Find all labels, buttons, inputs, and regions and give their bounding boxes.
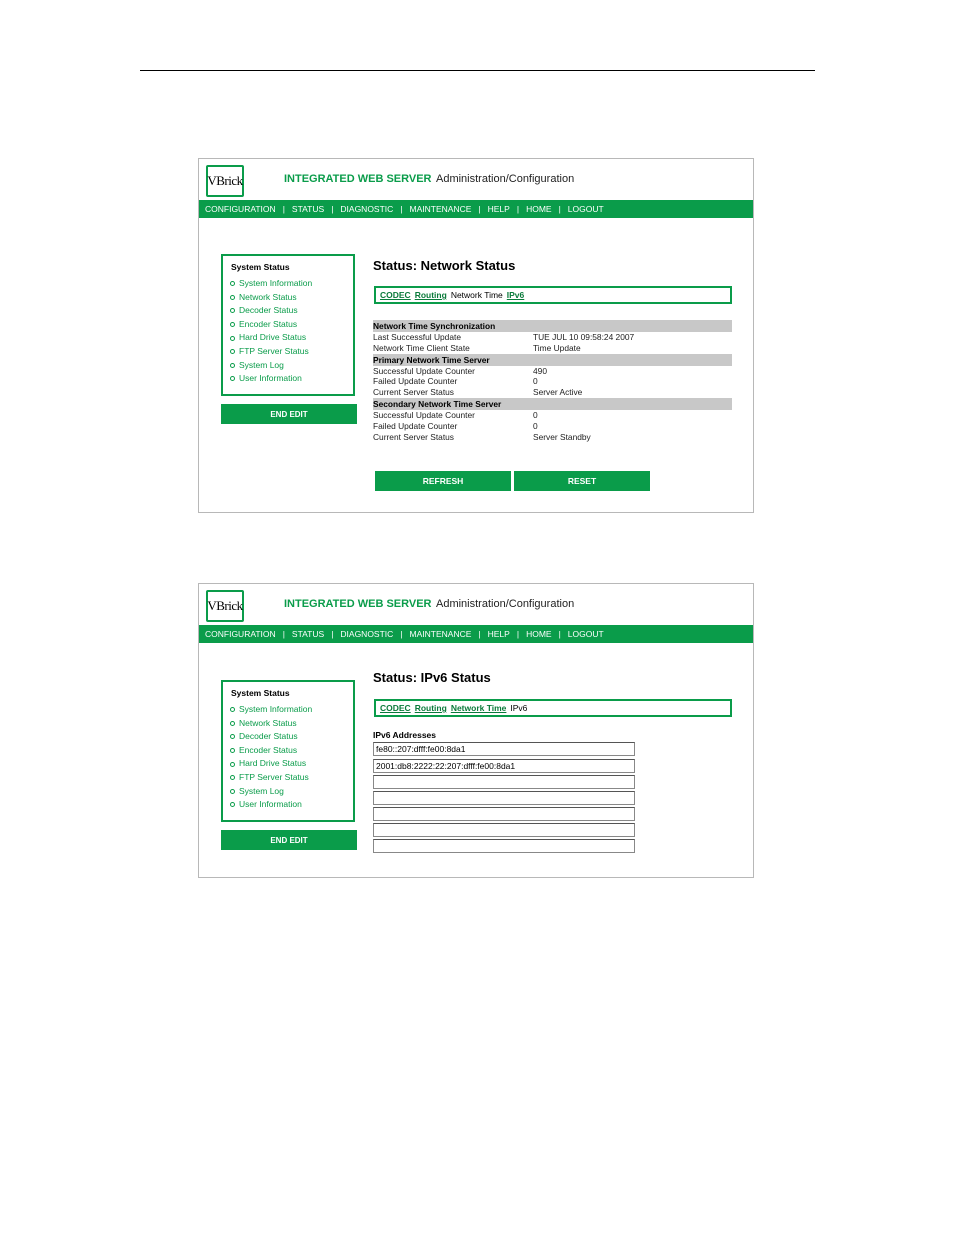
status-tabs (374, 286, 732, 304)
bullet-icon (230, 376, 235, 381)
ipv6-address-field[interactable] (373, 775, 635, 789)
sidebar-item-decoder-status[interactable]: Decoder Status (230, 730, 353, 744)
nav-logout[interactable]: LOGOUT (567, 629, 604, 639)
app-subtitle: Administration/Configuration (436, 598, 575, 610)
bullet-icon (230, 322, 235, 327)
bullet-icon (230, 721, 235, 726)
bullet-icon (230, 775, 235, 780)
refresh-button[interactable]: REFRESH (375, 471, 511, 491)
nav-configuration[interactable]: CONFIGURATION (205, 204, 276, 214)
page-title: Status: IPv6 Status (373, 670, 491, 685)
sidebar-item-user-information[interactable]: User Information (230, 372, 353, 386)
table-row: Successful Update Counter 490 (373, 365, 547, 376)
nav-status[interactable]: STATUS (291, 204, 325, 214)
ipv6-address-field[interactable] (373, 823, 635, 837)
end-edit-button[interactable]: END EDIT (221, 404, 357, 424)
tab-codec[interactable]: CODEC (380, 703, 411, 713)
bullet-icon (230, 281, 235, 286)
nav-maintenance[interactable]: MAINTENANCE (409, 629, 472, 639)
bullet-icon (230, 734, 235, 739)
tab-network-time: Network Time (450, 290, 503, 300)
section-heading: Primary Network Time Server (373, 354, 732, 366)
sidebar-item-encoder-status[interactable]: Encoder Status (230, 744, 353, 758)
app-title: INTEGRATED WEB SERVER (284, 598, 432, 610)
nav-separator: | (478, 204, 481, 214)
nav-separator: | (331, 204, 334, 214)
nav-home[interactable]: HOME (526, 629, 552, 639)
system-status-sidebar (221, 680, 355, 822)
nav-configuration[interactable]: CONFIGURATION (205, 629, 276, 639)
nav-separator: | (331, 629, 334, 639)
nav-home[interactable]: HOME (526, 204, 552, 214)
nav-separator: | (516, 629, 520, 639)
sidebar-item-hard-drive-status[interactable]: Hard Drive Status (230, 757, 353, 771)
nav-logout[interactable]: LOGOUT (567, 204, 604, 214)
nav-status[interactable]: STATUS (291, 629, 325, 639)
nav-maintenance[interactable]: MAINTENANCE (409, 204, 472, 214)
app-subtitle: Administration/Configuration (436, 173, 575, 185)
bullet-icon (230, 707, 235, 712)
table-row: Last Successful Update TUE JUL 10 09:58:24 2007 (373, 332, 635, 342)
network-time-table (373, 320, 732, 442)
nav-help[interactable]: HELP (487, 204, 510, 214)
bullet-icon (230, 336, 235, 341)
section-heading: Secondary Network Time Server (373, 398, 732, 410)
nav-separator: | (400, 204, 403, 214)
sidebar-item-network-status[interactable]: Network Status (230, 717, 353, 731)
sidebar-item-system-information[interactable]: System Information (230, 703, 353, 717)
system-status-sidebar (221, 254, 355, 396)
table-row: Network Time Client State Time Update (373, 342, 581, 353)
tab-codec[interactable]: CODEC (380, 290, 411, 300)
sidebar-item-system-log[interactable]: System Log (230, 785, 353, 799)
tab-ipv6[interactable]: IPv6 (506, 290, 525, 300)
sidebar-title: System Status (231, 262, 290, 272)
tab-ipv6: IPv6 (510, 703, 528, 713)
ipv6-address-field[interactable] (373, 791, 635, 805)
section-heading: Network Time Synchronization (373, 320, 732, 332)
tab-routing[interactable]: Routing (414, 703, 447, 713)
bullet-icon (230, 789, 235, 794)
nav-separator: | (558, 204, 561, 214)
nav-separator: | (516, 204, 520, 214)
tab-network-time[interactable]: Network Time (450, 703, 507, 713)
bullet-icon (230, 363, 235, 368)
bullet-icon (230, 308, 235, 313)
nav-separator: | (400, 629, 403, 639)
sidebar-item-user-information[interactable]: User Information (230, 798, 353, 812)
table-row: Current Server Status Server Standby (373, 431, 591, 442)
table-row: Current Server Status Server Active (373, 387, 583, 398)
ipv6-addresses-label: IPv6 Addresses (373, 730, 436, 740)
nav-diagnostic[interactable]: DIAGNOSTIC (340, 204, 394, 214)
app-title: INTEGRATED WEB SERVER (284, 173, 432, 185)
app-header (199, 584, 753, 625)
sidebar-item-network-status[interactable]: Network Status (230, 291, 353, 305)
sidebar-item-ftp-server-status[interactable]: FTP Server Status (230, 771, 353, 785)
sidebar-item-decoder-status[interactable]: Decoder Status (230, 304, 353, 318)
nav-help[interactable]: HELP (487, 629, 510, 639)
page-top-rule (140, 70, 815, 71)
nav-separator: | (558, 629, 561, 639)
sidebar-title: System Status (231, 688, 290, 698)
tab-routing[interactable]: Routing (414, 290, 447, 300)
sidebar-item-system-information[interactable]: System Information (230, 277, 353, 291)
network-status-screen (198, 158, 754, 513)
ipv6-address-field[interactable]: fe80::207:dfff:fe00:8da1 (373, 742, 635, 756)
page-title: Status: Network Status (373, 258, 516, 273)
bullet-icon (230, 762, 235, 767)
nav-separator: | (282, 629, 285, 639)
main-nav (199, 200, 753, 218)
app-header (199, 159, 753, 200)
sidebar-item-system-log[interactable]: System Log (230, 359, 353, 373)
sidebar-item-hard-drive-status[interactable]: Hard Drive Status (230, 331, 353, 345)
nav-diagnostic[interactable]: DIAGNOSTIC (340, 629, 394, 639)
bullet-icon (230, 802, 235, 807)
nav-separator: | (478, 629, 481, 639)
main-nav (199, 625, 753, 643)
vbrick-logo: VBrick (206, 590, 244, 622)
bullet-icon (230, 295, 235, 300)
status-tabs (374, 699, 732, 717)
bullet-icon (230, 748, 235, 753)
ipv6-address-field[interactable] (373, 839, 635, 853)
end-edit-button[interactable]: END EDIT (221, 830, 357, 850)
ipv6-address-field[interactable]: 2001:db8:2222:22:207:dfff:fe00:8da1 (373, 759, 635, 773)
table-row: Failed Update Counter 0 (373, 376, 538, 387)
reset-button[interactable]: RESET (514, 471, 650, 491)
nav-separator: | (282, 204, 285, 214)
vbrick-logo: VBrick (206, 165, 244, 197)
table-row: Successful Update Counter 0 (373, 409, 538, 420)
sidebar-item-encoder-status[interactable]: Encoder Status (230, 318, 353, 332)
ipv6-address-field[interactable] (373, 807, 635, 821)
table-row: Failed Update Counter 0 (373, 420, 538, 431)
ipv6-status-screen (198, 583, 754, 878)
bullet-icon (230, 349, 235, 354)
sidebar-item-ftp-server-status[interactable]: FTP Server Status (230, 345, 353, 359)
